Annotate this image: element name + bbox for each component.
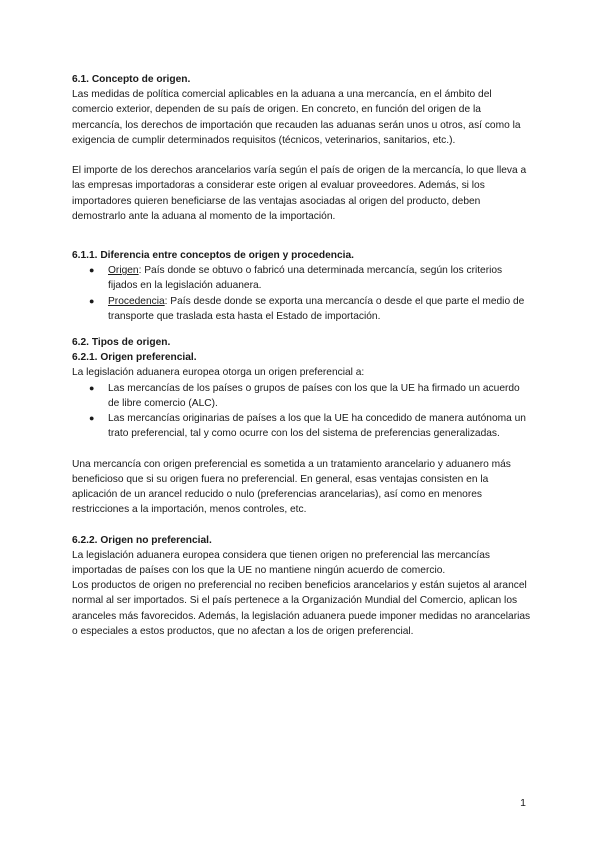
bullet-icon: ● — [89, 265, 95, 276]
page-content — [72, 72, 532, 639]
bullet-icon: ● — [89, 295, 95, 306]
list-item — [89, 411, 532, 441]
section-heading-6-1: 6.1. Concepto de origen. — [72, 74, 191, 85]
bullet-icon: ● — [89, 382, 95, 393]
bullet-list — [72, 263, 532, 324]
bullet-list — [72, 381, 532, 442]
section-heading-6-2: 6.2. Tipos de origen. — [72, 337, 171, 349]
definition-text: : País desde donde se exporta una mercancía o desde el que parte el medio de transporte que traslada esta hasta el Estado de importación. — [108, 295, 525, 322]
list-item — [89, 294, 532, 324]
paragraph: La legislación aduanera europea considera que tienen origen no preferencial las mercancías importadas de países con los que la UE no mantiene ningún acuerdo de comercio. — [72, 549, 490, 577]
term-procedencia: Procedencia — [108, 295, 165, 307]
page-number: 1 — [520, 797, 526, 809]
paragraph: Una mercancía con origen preferencial es sometida a un tratamiento arancelario y aduanero más beneficioso que si su origen fuera no preferencial. En general, esas ventajas consisten en la aplicación de un arancel reducido o nulo (preferencias arancelarias), así como en menores restricciones a la importación, menos controles, etc. — [72, 458, 511, 516]
term-origen: Origen — [108, 265, 139, 277]
paragraph: Los productos de origen no preferencial no reciben beneficios arancelarios y están sujetos al arancel normal al ser importados. Si el país pertenece a la Organización Mundial del Comercio, aplican los aranceles más favorecidos. Además, la legislación aduanera puede imponer medidas no arancelarias o especiales a estos productos, que no afectan a los de origen preferencial. — [72, 580, 531, 637]
definition-text: : País donde se obtuvo o fabricó una determinada mercancía, según los criterios fijados en la legislación aduanera. — [108, 265, 503, 292]
paragraph: El importe de los derechos arancelarios varía según el país de origen de la mercancía, lo que lleva a las empresas importadoras a considerar este origen al evaluar proveedores. Además, si los importadores quieren beneficiarse de las ventajas asociadas al origen del producto, deben demostrarlo ante la aduana al momento de la importación. — [72, 165, 527, 222]
list-item — [89, 381, 532, 411]
paragraph: La legislación aduanera europea otorga un origen preferencial a: — [72, 367, 365, 379]
section-heading-6-2-1: 6.2.1. Origen preferencial. — [72, 352, 197, 364]
section-heading-6-2-2: 6.2.2. Origen no preferencial. — [72, 534, 212, 546]
list-item — [89, 263, 532, 293]
paragraph: Las medidas de política comercial aplicables en la aduana a una mercancía, en el ámbito del comercio exterior, dependen de su país de origen. En concreto, en función del origen de la mercancía, los derechos de importación que recauden las aduanas serán unos u otros, así como la exigencia de cumplir determinados requisitos (técnicos, veterinarios, sanitarios, etc.). — [72, 89, 521, 146]
list-item-text: Las mercancías de los países o grupos de países con los que la UE ha firmado un acuerdo de libre comercio (ALC). — [108, 382, 520, 409]
section-heading-6-1-1: 6.1.1. Diferencia entre conceptos de origen y procedencia. — [72, 250, 354, 262]
bullet-icon: ● — [89, 413, 95, 424]
list-item-text: Las mercancías originarias de países a los que la UE ha concedido de manera autónoma un trato preferencial, tal y como ocurre con los del sistema de preferencias generalizadas. — [108, 413, 526, 440]
